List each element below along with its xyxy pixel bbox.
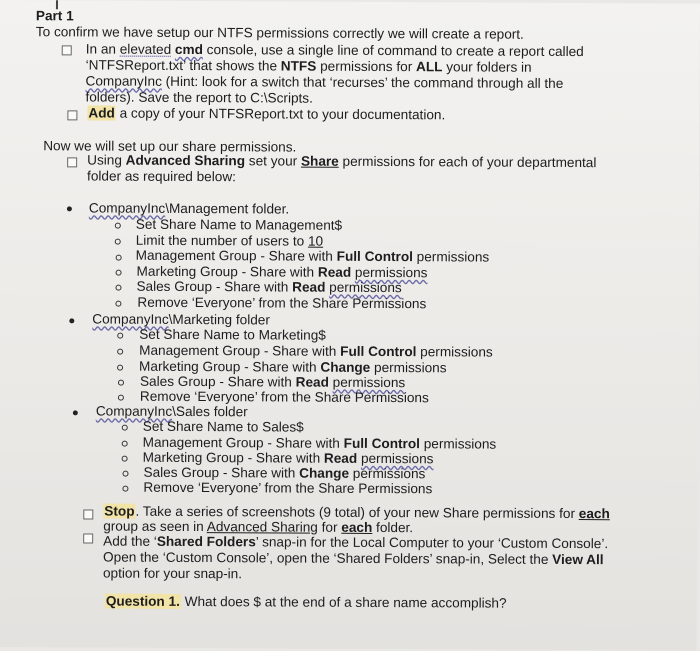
checkbox-step2[interactable] [67, 110, 77, 120]
bullet-circle [115, 301, 121, 307]
stop-line1: Stop. Take a series of screenshots (9 total) of your new Share permissions for each [104, 503, 610, 522]
checkbox-shared-folders[interactable] [83, 533, 93, 543]
shared-line2: Open the ‘Custom Console’, open the ‘Shared Folders’ snap-in, Select the View All [103, 549, 604, 568]
bullet-circle [117, 349, 123, 355]
part-title: Part 1 [35, 8, 74, 24]
bullet-circle [117, 333, 123, 339]
shared-line3: option for your snap-in. [102, 565, 243, 582]
bullet-circle [116, 255, 122, 261]
sales-item-2: Management Group - Share with Full Control permissions [142, 434, 497, 452]
mgmt-item-3: Management Group - Share with Full Control permissions [135, 247, 490, 265]
checkbox-stop[interactable] [83, 509, 93, 519]
mkt-item-1: Set Share Name to Marketing$ [139, 326, 326, 343]
mgmt-item-6: Remove ‘Everyone’ from the Share Permissions [137, 294, 427, 312]
bullet-circle [116, 270, 122, 276]
mkt-item-2: Management Group - Share with Full Control permissions [139, 342, 493, 360]
mgmt-item-2: Limit the number of users to 10 [135, 232, 324, 249]
intro-text: To confirm we have setup our NTFS permissions correctly we will create a report. [35, 24, 524, 42]
bullet-circle [122, 456, 128, 462]
advanced-line2: folder as required below: [87, 168, 236, 185]
bullet-circle [115, 239, 121, 245]
marketing-folder-heading: CompanyInc\Marketing folder [92, 311, 270, 328]
bullet-circle [122, 441, 128, 447]
share-intro: Now we will set up our share permissions. [43, 138, 297, 155]
sales-item-4: Sales Group - Share with Change permissions [143, 464, 426, 482]
bullet-disc [73, 410, 78, 415]
bullet-circle [122, 425, 128, 431]
bullet-disc [69, 318, 74, 323]
bullet-circle [118, 380, 124, 386]
mgmt-item-1: Set Share Name to Management$ [135, 216, 343, 233]
bullet-circle [123, 471, 129, 477]
advanced-line1: Using Advanced Sharing set your Share permissions for each of your departmental [87, 152, 597, 171]
step1-line3: CompanyInc (Hint: look for a switch that ‘recurses’ the command through all the [85, 73, 564, 91]
mgmt-item-5: Sales Group - Share with Read permissions [136, 278, 402, 296]
sales-folder-heading: CompanyInc\Sales folder [95, 403, 248, 420]
shared-line1: Add the ‘Shared Folders’ snap-in for the Local Computer to your ‘Custom Console’. [103, 533, 609, 552]
mkt-item-3: Marketing Group - Share with Change permissions [139, 358, 447, 376]
mgmt-item-4: Marketing Group - Share with Read permissions [136, 263, 428, 281]
management-folder-heading: CompanyInc\Management folder. [88, 200, 290, 217]
step2-text: Add a copy of your NTFSReport.txt to your documentation. [88, 105, 446, 123]
mkt-item-5: Remove ‘Everyone’ from the Share Permissions [139, 388, 429, 406]
checkbox-advanced-sharing[interactable] [67, 157, 77, 167]
sales-item-3: Marketing Group - Share with Read permissions [142, 449, 434, 467]
question-1: Question 1. What does $ at the end of a share name accomplish? [105, 593, 507, 611]
sales-item-1: Set Share Name to Sales$ [142, 418, 304, 435]
bullet-circle [118, 395, 124, 401]
bullet-circle [122, 486, 128, 492]
step1-line4: folders). Save the report to C:\Scripts. [85, 89, 313, 106]
bullet-circle [117, 365, 123, 371]
mkt-item-4: Sales Group - Share with Read permissions [139, 373, 406, 391]
bullet-disc [67, 206, 72, 211]
bullet-circle [115, 223, 121, 229]
stop-line2: group as seen in Advanced Sharing for each folder. [103, 518, 414, 536]
checkbox-step1[interactable] [62, 45, 72, 55]
step1-line1: In an elevated cmd console, use a single line of command to create a report called [85, 41, 584, 60]
bullet-circle [115, 285, 121, 291]
sales-item-5: Remove ‘Everyone’ from the Share Permissions [143, 479, 433, 497]
step1-line2: ‘NTFSReport.txt’ that shows the NTFS permissions for ALL your folders in [85, 57, 532, 75]
